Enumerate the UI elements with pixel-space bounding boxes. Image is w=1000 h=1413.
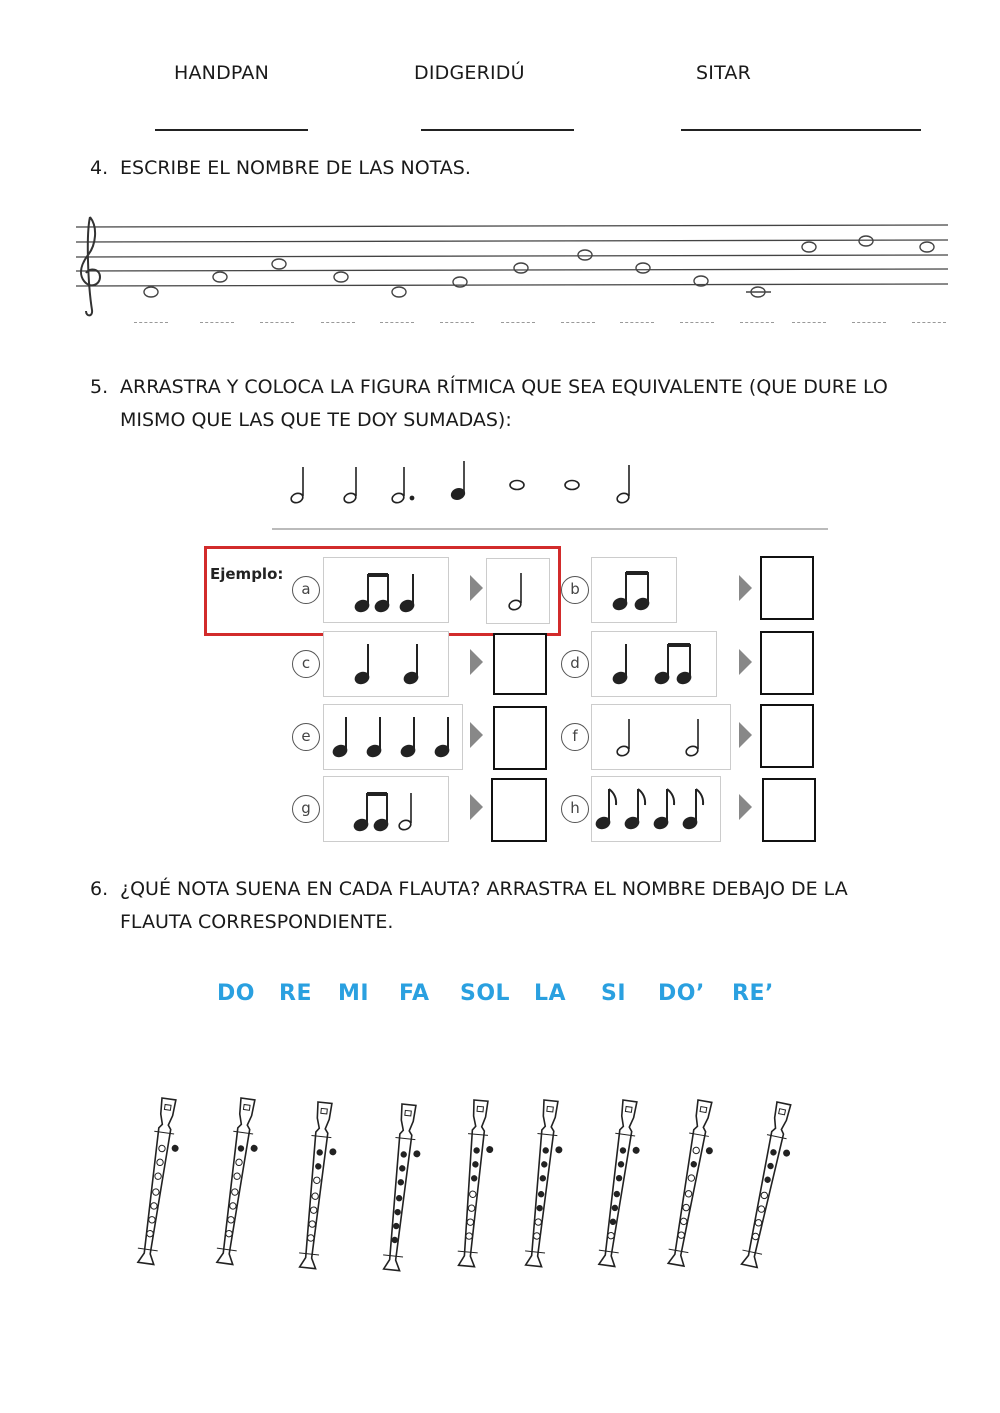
whole-note-icon [272, 259, 286, 269]
drop-target-h[interactable] [762, 778, 816, 842]
note-name-mi[interactable]: MI [338, 981, 370, 1006]
item-label-b: b [561, 576, 589, 604]
whole-note-icon [392, 287, 406, 297]
half-note-icon [487, 559, 549, 623]
note-answer-blank[interactable] [260, 322, 294, 323]
note-answer-blank[interactable] [852, 322, 886, 323]
draggable-figures [280, 455, 660, 515]
note-answer-blank[interactable] [680, 322, 714, 323]
note-answer-blank[interactable] [321, 322, 355, 323]
whole-note-icon [514, 263, 528, 273]
item-label-f: f [561, 723, 589, 751]
note-name-la[interactable]: LA [534, 981, 567, 1006]
note-answer-blank[interactable] [792, 322, 826, 323]
note-name-si[interactable]: SI [601, 981, 627, 1006]
two-eighths-half-icon [324, 777, 448, 841]
question-4-number: 4. [90, 157, 109, 179]
instrument-label-didgeridu: DIDGERIDÚ [414, 62, 525, 84]
note-answer-blank[interactable] [134, 322, 168, 323]
recorder-icon [215, 1098, 264, 1266]
rhythm-box-f [591, 704, 731, 770]
note-answer-blank[interactable] [380, 322, 414, 323]
question-5-line-1: ARRASTRA Y COLOCA LA FIGURA RÍTMICA QUE SEA EQUIVALENTE (QUE DURE LO [120, 376, 888, 398]
note-name-fa[interactable]: FA [399, 981, 430, 1006]
whole-note-icon [920, 242, 934, 252]
divider [272, 528, 828, 530]
drop-target-c[interactable] [493, 633, 547, 695]
half-note-icon [616, 465, 630, 504]
arrow-icon [470, 722, 483, 748]
dotted-half-note-icon [391, 467, 414, 504]
item-label-g: g [292, 795, 320, 823]
whole-note-icon [565, 481, 579, 490]
recorder-icon [298, 1102, 342, 1270]
rhythm-box-b [591, 557, 677, 623]
rhythm-box-h [591, 776, 721, 842]
item-label-a: a [292, 576, 320, 604]
drop-target-b[interactable] [760, 556, 814, 620]
whole-note-icon [636, 263, 650, 273]
four-quarters-icon [324, 705, 462, 769]
question-6-number: 6. [90, 878, 109, 900]
note-name-do-high[interactable]: DO’ [658, 981, 705, 1006]
drop-target-g[interactable] [491, 778, 547, 842]
two-eighths-quarter-icon [324, 558, 448, 622]
recorder-icon [597, 1100, 646, 1268]
arrow-icon [470, 575, 483, 601]
note-answer-blank[interactable] [501, 322, 535, 323]
rhythm-box-e [323, 704, 463, 770]
recorder-icon [740, 1101, 800, 1269]
question-4-text: ESCRIBE EL NOMBRE DE LAS NOTAS. [120, 157, 471, 179]
drop-target-e[interactable] [493, 706, 547, 770]
whole-note-icon [578, 250, 592, 260]
whole-note-icon [213, 272, 227, 282]
item-label-d: d [561, 650, 589, 678]
note-answer-blank[interactable] [200, 322, 234, 323]
item-label-c: c [292, 650, 320, 678]
arrow-icon [739, 649, 752, 675]
four-eighths-icon [592, 777, 720, 841]
drop-target-d[interactable] [760, 631, 814, 695]
question-6-line-2: FLAUTA CORRESPONDIENTE. [120, 911, 394, 933]
note-name-re-high[interactable]: RE’ [732, 981, 774, 1006]
rhythm-box-g [323, 776, 449, 842]
rhythm-box-d [591, 631, 717, 697]
quarter-two-eighths-icon [592, 632, 716, 696]
arrow-icon [739, 575, 752, 601]
note-answer-blank[interactable] [912, 322, 946, 323]
rhythm-box-a [323, 557, 449, 623]
whole-note-icon [802, 242, 816, 252]
example-label: Ejemplo: [210, 565, 284, 583]
note-answer-blank[interactable] [561, 322, 595, 323]
half-note-icon [290, 467, 304, 504]
instrument-label-handpan: HANDPAN [174, 62, 269, 84]
question-6-line-1: ¿QUÉ NOTA SUENA EN CADA FLAUTA? ARRASTRA EL NOMBRE DEBAJO DE LA [120, 878, 848, 900]
music-staff [60, 205, 960, 325]
item-label-e: e [292, 723, 320, 751]
whole-note-icon [859, 236, 873, 246]
two-quarters-icon [324, 632, 448, 696]
rhythm-box-c [323, 631, 449, 697]
recorder-icon [136, 1098, 185, 1266]
whole-note-icon [510, 481, 524, 490]
example-answer-box [486, 558, 550, 624]
item-label-h: h [561, 795, 589, 823]
two-halves-icon [592, 705, 730, 769]
arrow-icon [470, 649, 483, 675]
answer-blank-handpan[interactable] [155, 129, 308, 131]
recorder-icon [524, 1100, 568, 1268]
answer-blank-didgeridu[interactable] [421, 129, 574, 131]
drop-target-f[interactable] [760, 704, 814, 768]
treble-clef-icon [81, 217, 100, 315]
recorder-icon [382, 1104, 426, 1272]
note-answer-blank[interactable] [620, 322, 654, 323]
whole-note-icon [334, 272, 348, 282]
answer-blank-sitar[interactable] [681, 129, 921, 131]
question-5-line-2: MISMO QUE LAS QUE TE DOY SUMADAS): [120, 409, 512, 431]
note-answer-blank[interactable] [740, 322, 774, 323]
arrow-icon [739, 722, 752, 748]
recorder-icon [457, 1100, 498, 1268]
note-answer-blank[interactable] [440, 322, 474, 323]
quarter-note-icon [450, 461, 466, 501]
half-note-icon [343, 467, 357, 504]
instrument-label-sitar: SITAR [696, 62, 751, 84]
arrow-icon [470, 794, 483, 820]
whole-note-icon [144, 287, 158, 297]
note-name-re[interactable]: RE [279, 981, 312, 1006]
arrow-icon [739, 794, 752, 820]
two-eighths-icon [592, 558, 676, 622]
question-5-number: 5. [90, 376, 109, 398]
recorder-flutes [120, 1090, 820, 1280]
note-name-do[interactable]: DO [217, 981, 255, 1006]
recorder-icon [666, 1099, 721, 1267]
note-name-sol[interactable]: SOL [460, 981, 511, 1006]
